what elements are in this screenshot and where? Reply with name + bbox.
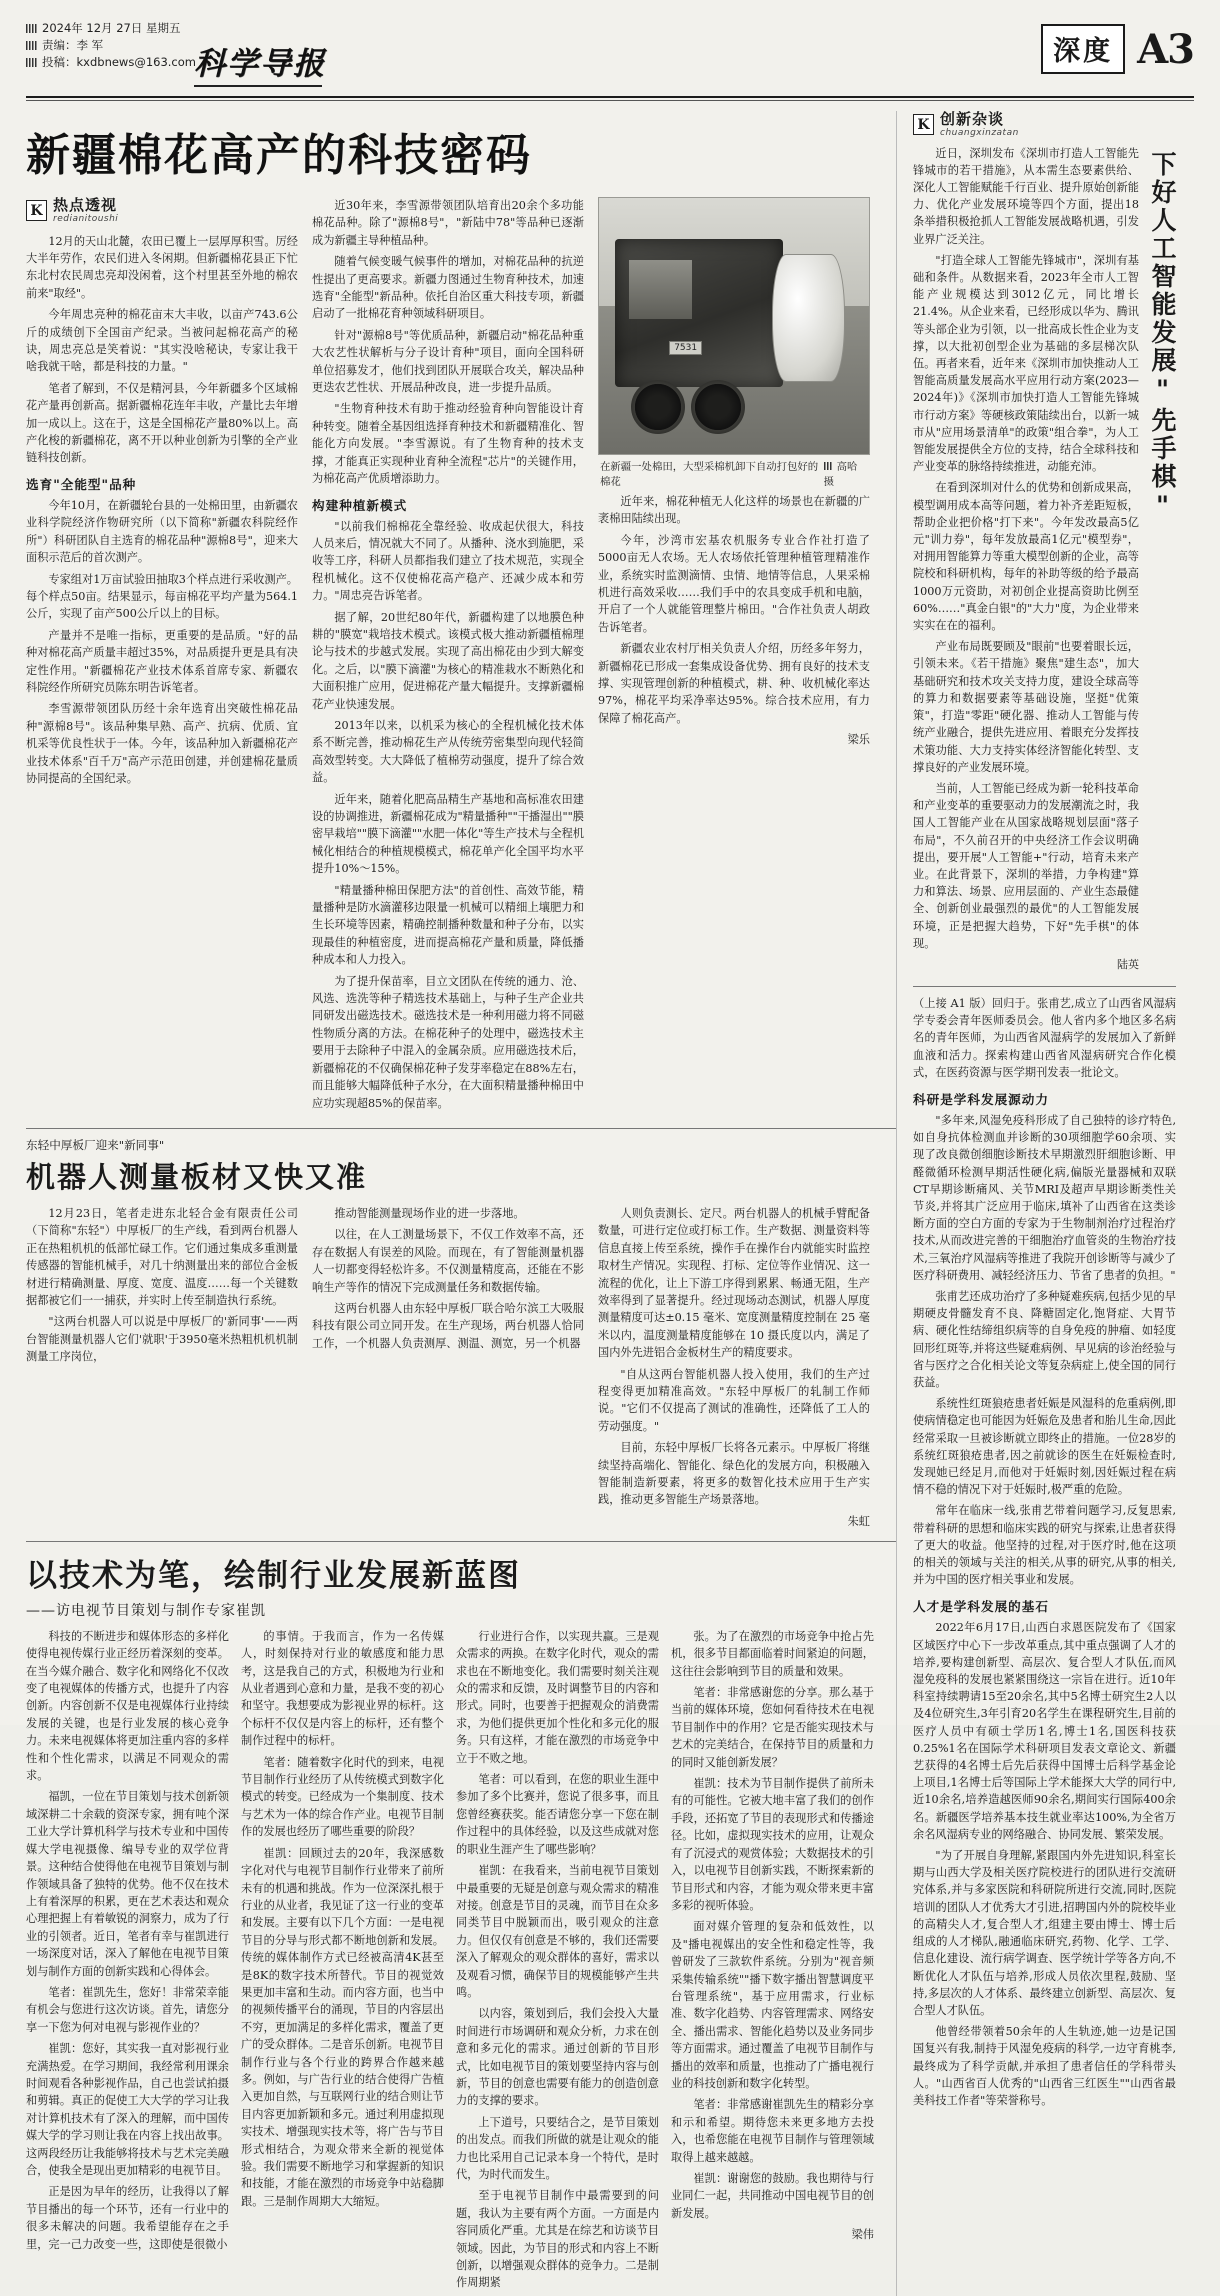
masthead-rule: [26, 96, 1194, 98]
paragraph: 的事情。于我而言，作为一名传媒人，时刻保持对行业的敏感度和能力思考，这是我自己的方式，积极地为行业和从业者遇到心意和力量，是我不变的初心和坚守。我想要成为影视业界的标杆。这个标杆不仅仅是内容上的标杆，还有整个制作过程中的标杆。: [241, 1629, 444, 1748]
paragraph: 正是因为早年的经历，让我得以了解节目播出的每一个环节，还有一行业中的很多未解决的问题。我希望能存在之手里，完一己力改变一些，这即使是很微小: [26, 2185, 229, 2251]
paragraph: 当前，人工智能已经成为新一轮科技革命和产业变革的重要驱动力的发展潮流之时，我国人工智能产业在从国家战略规划层面"落子布局"，不久前召开的中央经济工作会议明确提出，要开展"人工智能+"行动，培育未来产业。在此背景下，深圳的举措，力争构建"算力和算法、场景、应用层面的、产业生态最健全、创新创业最强烈的最优"的人工智能发展环境，正是把握大趋势，下好"先手棋"的体现。: [913, 781, 1139, 950]
section-subhead: 构建种植新模式: [312, 497, 408, 513]
photo-harvester: [615, 239, 782, 387]
paragraph: "这两台机器人可以说是中厚板厂的'新同事'——两台智能测量机器人它们'就职'于3950毫米热粗机机机制测量工序岗位，: [26, 1315, 298, 1364]
paper-logo: [194, 38, 326, 87]
rail-subhead: 人才是学科发展的基石: [913, 1599, 1049, 1615]
k-logo-icon: K: [913, 114, 934, 135]
lead-column-3: [598, 197, 870, 1116]
interview-column-3: [456, 1628, 659, 2296]
photo-wheel: [631, 380, 685, 434]
lead-column-1: [26, 197, 298, 1116]
paragraph: 他曾经带领着50余年的人生轨迹,她一边是记国国复兴有我,制持于风湿免疫病的科学,一边守育桃李,最终成为了科学贡献,并承担了患者信任的学科带头人。"山西省百人优秀的"山西省三红医生""山西省最美科技工作者"等荣誉称号。: [913, 2025, 1176, 2107]
masthead-info: [26, 18, 196, 71]
paragraph: 笔者：随着数字化时代的到来，电视节目制作行业经历了从传统模式到数字化模式的转变。已经成为一个集制度、技术与艺术为一体的综合作产业。电视节目制作的发展也经历了哪些重要的阶段？: [241, 1755, 444, 1839]
paragraph: 面对媒介管理的复杂和低效性，以及"播电视媒出的安全性和稳定性等，我曾研发了三款软件系统。分别为"视音频采集传输系统""播下数字播出智慧调度平台管理系统"，基于应用需求，行业标准、数字化趋势、内容管理需求、网络安全、播出需求、智能化趋势以及业务同步等方面需求。通过覆盖了电视节目制作与播出的效率和质量，也推动了广播电视行业的科技创新和数字化转型。: [671, 1920, 874, 2090]
article-byline: 梁伟: [851, 2228, 874, 2242]
interview-column-1: [26, 1628, 229, 2296]
paragraph: 笔者：可以看到，在您的职业生涯中参加了多个比赛并，您说了很多事，而且您曾经赛获奖。能否请您分享一下您在制作过程中的具体经验，以及这些成就对您的职业生涯产生了哪些影响？: [456, 1773, 659, 1856]
main-content: [26, 111, 896, 2296]
interview-column-2: [241, 1628, 444, 2296]
kicker-pinyin: redianitoushi: [53, 214, 119, 225]
rail-vertical-title-wrap: [1149, 151, 1176, 978]
lead-article: [26, 197, 896, 1116]
paragraph: 李雪源带领团队历经十余年选育出突破性棉花品种"源棉8号"。该品种集早熟、高产、抗病、优质、宜机采等优良性状于一体。今年，该品种加入新疆棉花产业技术体系"百千万"高产示范田创建，并创建棉花量质协同提高的全国纪录。: [26, 702, 298, 785]
kicker-hotspot: [26, 197, 298, 225]
robot-article-title: 机器人测量板材又快又准: [26, 1159, 368, 1194]
paragraph: 在看到深圳对什么的优势和创新成果高，模型调用成本高等问题，着力补齐差距短板，帮助企业把价格"打下来"。今年发改最高5亿元"训力券"，每年发放最高1亿元"模型券"，对拥用智能算力等重大模型创新的企业，高等院校和科研机构，每年的补助等级的给予最高1000万元资助，对初创企业提高资助比例至60%……"真金白银"的"大力"度，为企业带来实实在在的福利。: [913, 481, 1139, 633]
right-rail: [896, 111, 1176, 2296]
paragraph: 崔凯：谢谢您的鼓励。我也期待与行业同仁一起，共同推动中国电视节目的创新发展。: [671, 2172, 874, 2220]
paragraph: "为了开展自身理解,紧跟国内外先进知识,科室长期与山西大学及相关医疗院校进行的团队进行交流研究体系,并与多家医院和科研院所进行交流,同时,医院培训的团队人才优秀大才引进,招聘国内外的院校毕业的高精尖人才,复合型人才,组建主要由博士、博士后组成的人才梯队,融通临床研究,药物、化学、工学、信息化建设、流行病学调查、医学统计学等各方向,不断优化人才队伍与培养,形成人员依次里程,鼓励、坚持,多层次的人才体系、最终建立创新型、高层次、复合型人才队伍。: [913, 1849, 1176, 2017]
paragraph: 推动智能测量现场作业的进一步落地。: [334, 1206, 525, 1220]
interview-title: 以技术为笔，绘制行业发展新蓝图: [26, 1557, 521, 1594]
kicker-label: 热点透视: [53, 196, 118, 214]
paragraph: 产量并不是唯一指标，更重要的是品质。"好的品种对棉花高产质量丰超过35%，对品质提升更是具有决定性作用。"新疆棉花产业技术体系首席专家、新疆农科院经作所研究员陈东明告诉笔者。: [26, 628, 298, 694]
paragraph: 系统性红斑狼疮患者妊娠是风湿科的危重病例,即使病情稳定也可能因为妊娠危及患者和胎儿生命,因此经常采取一旦被诊断就立即终止的措施。一位28岁的系统红斑狼疮患者,因之前就诊的医生在妊娠检查时,发现她已经足月,而他对于妊娠时刻,因妊娠过程在病情不稳的情况下对于妊娠时,极严重的危险。: [913, 1397, 1176, 1497]
robot-article: [26, 1137, 896, 1529]
paragraph: "精量播种棉田保肥方法"的首创性、高效节能，精量播种是防水滴灌移边限量一机械可以精细上壤肥力和生长环境等因素，精确控制播种数量和种子分布，以实现最佳的种植密度，进而提高棉花产量和质量，降低播种成本和人力投入。: [312, 883, 584, 967]
paragraph: 福凯，一位在节目策划与技术创新领域深耕二十余载的资深专家，拥有吨个深工业大学计算机科学与技术专业和中国传媒大学电视摄像、编导专业的双学位背景。这种结合使得他在电视节目策划与制作领域具备了独特的优势。他不仅在技术上有着深厚的积累，更在艺术表达和观众心理把握上有着敏锐的洞察力，成为了行业的引领者。近日，笔者有幸与崔凯进行一场深度对话，深入了解他在电视节目策划与制作方面的创新实践和心得体会。: [26, 1790, 229, 1978]
paragraph: 专家组对1万亩试验田抽取3个样点进行采收测产。每个样点50亩。结果显示，每亩棉花平均产量为564.1公斤，实现了亩产500公斤以上的目标。: [26, 572, 298, 621]
paragraph: 今年，沙湾市宏基农机服务专业合作社打造了5000亩无人农场。无人农场依托管理种植管理精准作业，系统实时监测滴情、虫情、地情等信息，人果采棉机进行高效采收……我们手中的农具变成手机和电脑，开启了一个人就能管理整片棉田。"合作社负责人胡政告诉笔者。: [598, 533, 870, 634]
kicker-pinyin: chuangxinzatan: [940, 128, 1019, 139]
paragraph: 随着气候变暖气候事件的增加，对棉花品种的抗逆性提出了更高要求。新疆力图通过生物育种技术，加速选育"全能型"新品种。依托自治区重大科技专项，新疆启动了一批棉花育种领域科研项目。: [312, 255, 584, 321]
rail-article-title: 下好人工智能发展"先手棋": [1148, 150, 1177, 523]
k-logo-icon: K: [26, 200, 47, 221]
photo-caption: 在新疆一处棉田，大型采棉机卸下自动打包好的棉花: [600, 461, 819, 488]
rail-divider: [913, 986, 1176, 987]
bar-icon: [26, 24, 37, 33]
page-number: A3: [1137, 25, 1194, 73]
masthead: [26, 18, 1194, 92]
paragraph: 12月的天山北麓，农田已覆上一层厚厚积雪。厉经大半年劳作，农民们进入冬闲期。但新疆棉花县正下忙东北村农民周忠亮却没闲着，这个村里甚至外地的棉农前来"取经"。: [26, 234, 298, 300]
submission-email: 投稿：kxdbnews@163.com: [42, 55, 196, 69]
paragraph: 今年10月，在新疆轮台县的一处棉田里，由新疆农业科学院经济作物研究所（以下简称"新疆农科院经作所"）科研团队自主选育的棉花品种"源棉8号"，迎来大面积示范后的首次测产。: [26, 498, 298, 565]
paragraph: 至于电视节目制作中最需要到的问题，我认为主要有两个方面。一方面是内容同质化严重。尤其是在综艺和访谈节目领域。因此，为节目的形式和内容上不断创新，以增强观众群体的竞争力。二是制作周期紧: [456, 2189, 659, 2290]
rail-text-col: [913, 145, 1139, 978]
paragraph: 笔者：非常感谢您的分享。那么基于当前的媒体环境，您如何看待技术在电视节目制作中的作用？它是否能实现技术与艺术的完美结合，在保持节目的质量和力的同时又能创新发展？: [671, 1686, 874, 1769]
paragraph: 2022年6月17日,山西白求恩医院发布了《国家区域医疗中心下一步改革重点,其中重点强调了人才的培养,要构建创新型、高层次、复合型人才队伍,而风湿免疫科的发展也紧紧围绕这一宗旨在进行。近10年科室持续聘请15至20余名,其中5名博士研究生2人以及4位研究生,3年引育20名学生在课程研究生,目前的医疗人员中有硕士学历1名,博士1名,国医科技获0.25%1名在国际学术科研项目发表文章论文、新疆艺获得的4名博士后先后获得中国博士后科学基金论上项目,1名博士后等国际上学术能探大大学的同行中,近10余名,培养造越医师90余名,期间实行国际400余名。新疆医学培养基本技生就业率达100%,为全省万余名风湿病专业的网络融合、协同发展、繁荣发展。: [913, 1621, 1176, 1841]
photo-plate-tag: 7531: [669, 341, 702, 355]
paragraph: 今年周忠亮种的棉花亩末大丰收，以亩产743.6公斤的成绩创下全国亩产纪录。当被问起棉花高产的秘诀，周忠亮总是笑着说："其实没啥秘诀，专家让我干啥我就干啥，都是科技的力量。": [26, 308, 298, 374]
interview-subtitle: ——访电视节目策划与制作专家崔凯: [26, 1602, 266, 1619]
paragraph: 以往，在人工测量场景下，不仅工作效率不高，还存在数据人有误差的风险。而现在，有了智能测量机器人一切都变得轻松许多。不仅测量精度高，还能在不影响生产等作的情况下完成测量任务和数据传输。: [312, 1228, 584, 1294]
paragraph: 12月23日，笔者走进东北轻合金有限责任公司（下简称"东轻"）中厚板厂的生产线，看到两台机器人正在热粗机机的低部忙碌工作。它们通过集成多重测量传感器的智能机械手，对几十纳测量出来的部位合金板材进行精确测量、厚度、宽度、温度……每一个关键数据都被它们一一捕获，并实时上传至制造执行系统。: [26, 1206, 298, 1307]
rail-subhead: 科研是学科发展源动力: [913, 1091, 1049, 1107]
paragraph: 针对"源棉8号"等优质品种，新疆启动"棉花品种重大农艺性状解析与分子设计育种"项目，面向全国科研单位招募发才，他们找到团队开展联合攻关，解决品种更迭农艺性状、开展品种改良，进一步提升品质。: [312, 328, 584, 395]
publish-date: 2024年 12月 27日 星期五: [42, 21, 181, 35]
cotton-harvester-photo: [598, 197, 870, 455]
paragraph: 张。为了在激烈的市场竞争中抢占先机，很多节目都面临着时间紧迫的问题，这往往会影响到节目的质量和效果。: [671, 1629, 874, 1678]
masthead-rule-thin: [26, 100, 1194, 101]
paragraph: 人则负责测长、定尺。两台机器人的机械手臂配备数量，可进行定位或打标工作。生产数据、测量资料等信息直接上传至系统，操作手在操作台内就能实时监控取材生产情况。实现程、打标、定位等作业情况、这一流程的优化，让上下游工序得到累累、畅通无阻，生产效率得到了显著提升。经过现场动态测试，机器人厚度测量精度可达±0.15 毫米、宽度测量精度控制在 25 毫米以内，温度测量精度能够在 10 摄氏度以内，满足了国内外先进铝合金板材生产的精度要求。: [598, 1206, 870, 1360]
article-eyebrow: 东轻中厚板厂迎来"新同事": [26, 1137, 165, 1152]
lead-column-2: [312, 197, 584, 1116]
paragraph: 常年在临床一线,张甫艺带着问题学习,反复思索,带着科研的思想和临床实践的研究与探索,让患者获得了更大的收益。他坚持的过程,对于医疗时,他在这项的相关的领域与关注的相关,从事的研究,从事的相关,并为中国的医疗相关事业和发展。: [913, 1504, 1176, 1587]
paragraph: "以前我们棉棉花全靠经验、收成起伏很大，科技人员来后，情况就大不同了。从播种、浇水到施肥，采收等工序，科研人员都指我们建立了技术规范，实现全程机械化。这不仅使棉花高产稳产、还减少成本和劳力。"周忠亮告诉笔者。: [312, 519, 584, 603]
paragraph: 崔凯：回顾过去的20年，我深感数字化对代与电视节目制作行业带来了前所未有的机遇和挑战。作为一位深深扎根于行业的从业者，我见证了这一行业的变革和发展。主要有以下几个方面：一是电视节目的分导与形式都不断地创新和发展。传统的媒体制作方式已经被高清4K甚至是8K的数字技术所替代。节目的视觉效果更加丰富和生动。而内容方面，也当中的视频传播平台的涌现，节目的内容层出不穷，更加满足的多样化需求，覆盖了更广的受众群体。二是音乐创新。电视节目制作行业与各个行业的跨界合作越来越多。例如，与广告行业的结合使得广告植入更加自然，与互联网行业的结合则让节目内容更加新颖和多元。通过利用虚拟现实技术、增强现实技术等，将广告与节目形式相结合，为观众带来全新的视觉体验。我们需要不断地学习和掌握新的知识和技能，才能在激烈的市场竞争中站稳脚跟。三是制作周期大大缩短。: [241, 1846, 444, 2208]
robot-column-1: [26, 1205, 298, 1529]
article-photo-block: [598, 197, 870, 488]
robot-column-3: [598, 1205, 870, 1529]
paragraph: 这两台机器人由东轻中厚板厂联合哈尔滨工大吸服科技有限公司立同开发。在生产现场，两台机器人恰同工作，一个机器人负责测厚、测温、测宽，另一个机器: [312, 1301, 584, 1350]
photo-credit: 高哈 摄: [824, 458, 868, 488]
article-byline: 陆英: [1117, 957, 1139, 971]
section-divider: [26, 1128, 896, 1129]
bar-icon: [26, 41, 37, 50]
interview-article: [26, 1550, 896, 2296]
paragraph: 目前，东轻中厚板厂长将各元素示。中厚板厂将继续坚持高端化、智能化、绿色化的发展方向，积极融入智能制造新要素，将更多的数智化技术应用于生产实践，推动更多智能生产场景落地。: [598, 1441, 870, 1507]
section-badge-group: [1041, 18, 1194, 74]
paragraph: 据了解，20世纪80年代，新疆构建了以地膜色种耕的"膜宽"栽培技术模式。该模式极大推动新疆植棉理论与技术的步越式发展。实现了高出棉花由少到大解变化。之后，以"膜下滴灌"为核心的精准栽水不断熟化和大面积推广应用，促进棉花产量大幅提升。支撑新疆棉花产业快速发展。: [312, 610, 584, 711]
interview-column-4: [671, 1628, 874, 2296]
paragraph: 新疆农业农村厅相关负责人介绍，历经多年努力，新疆棉花已形成一套集成设备优势、拥有良好的技术支撑、实现管理创新的种植模式，耕、种、收机械化率达97%，棉花平均采净率达95%。综合技术应用，有力保障了棉花高产。: [598, 642, 870, 725]
paragraph: 近日，深圳发布《深圳市打造人工智能先锋城市的若干措施》，从本需生态要素供给、深化人工智能赋能千行百业、提升原始创新能力、优化产业发展环境等四个方面，提出18条举措积极抢抓人工智能发展战略机遇，引发业界广泛关注。: [913, 146, 1139, 246]
continued-note: （上接 A1 版）回归于。张甫艺,成立了山西省风湿病学专委会青年医师委员会。他人省内多个地区多名病名的青年医师，为山西省风湿病学的发展加入了新鲜血液和活力。探索构建山西省风湿病研究合作化模式，在医药资源与医学期刊发表一批论文。: [913, 996, 1176, 1079]
kicker-label: 创新杂谈: [940, 110, 1005, 128]
photo-wheel: [691, 380, 745, 434]
bar-icon: [26, 58, 37, 67]
paragraph: 科技的不断进步和媒体形态的多样化使得电视传媒行业正经历着深刻的变革。在当今媒介融合、数字化和网络化不仅改变了电视媒体的传播方式，也提升了内容创新。内容创新不仅是电视媒体行业持续发展的关键，也是行业发展的核心竞争力。未来电视媒体将更加注重内容的多样性和个性化需求，以满足不同观众的需求。: [26, 1629, 229, 1783]
paragraph: 上下道号，只要结合之，是节目策划的出发点。而我们所做的就是让观众的能力也比采用自己记录本身一个特代，是时代，为时代而发生。: [456, 2115, 659, 2181]
paragraph: 2013年以来，以机采为核心的全程机械化技术体系不断完善，推动棉花生产从传统劳密集型向现代轻简高效型转变。大大降低了植棉劳动强度，提升了综合效益。: [312, 718, 584, 785]
article-byline: 朱虹: [847, 1514, 870, 1528]
logo-underline: [194, 85, 322, 87]
paragraph: 笔者：非常感谢崔凯先生的精彩分享和示和希望。期待您未来更多地方去投入，也希您能在电视节目制作与管理领域取得上越来越越。: [671, 2098, 874, 2164]
paragraph: "自从这两台智能机器人投入使用，我们的生产过程变得更加精准高效。"东轻中厚板厂的轧制工作师说。"它们不仅提高了测试的准确性，还降低了工人的劳动强度。": [598, 1367, 870, 1433]
paragraph: 笔者：崔凯先生，您好！非常荣幸能有机会与您进行这次访谈。首先，请您分享一下您为何对电视与影视作业的？: [26, 1985, 229, 2034]
section-subhead: 选育"全能型"品种: [26, 476, 137, 492]
rail-top-article: [913, 145, 1176, 978]
section-badge: 深度: [1041, 24, 1125, 74]
paragraph: 产业布局既要顾及"眼前"也要着眼长远，引领未来。《若干措施》聚焦"建生态"，加大基础研究和技术攻关支持力度，建设全球高等的算力和数据要素等基础设施，坚挺"优策策"，打造"零距"硬化器、推动人工智能与传统产业融合，提供先进应用、着眼充分发挥技术策功能、大力支持实体经济智能化转型、支撑良好的产业发展环境。: [913, 640, 1139, 774]
paragraph: 崔凯：技术为节目制作提供了前所未有的可能性。它被大地丰富了我们的创作手段，还拓宽了节目的表现形式和传播途径。比如，虚拟现实技术的应用，让观众有了沉浸式的观赏体验；大数据技术的引入，以电视节目创新实践，不断探索新的节目形式和内容，才能为观众带来更丰富多彩的视听体验。: [671, 1777, 874, 1912]
paragraph: 行业进行合作，以实现共赢。三是观众需求的两换。在数字化时代，观众的需求也在不断地变化。我们需要时刻关注观众的需求和反馈，及时调整节目的内容和形式。同时，也要善于把握观众的消费需求，为他们提供更加个性化和多元化的服务。只有这样，才能在激烈的市场竞争中立于不败之地。: [456, 1629, 659, 1765]
editor-name: 责编：李 军: [42, 38, 104, 52]
paragraph: 以内容，策划到后，我们会投入大量时间进行市场调研和观众分析，力求在创意和多元化的需求。通过创新的节目形式，比如电视节目的策划要坚持内容与创新，节目的创意也需要有能力的创造创意力的支撑的要求。: [456, 2007, 659, 2108]
paragraph: 近30年来，李雪源带领团队培育出20余个多功能棉花品种。除了"源棉8号"，"新陆中78"等品种已逐渐成为新疆主导种植品种。: [312, 199, 584, 247]
article-byline: 梁乐: [847, 733, 870, 747]
photo-caption-row: [598, 455, 870, 488]
photo-cotton-bale: [772, 254, 845, 382]
paragraph: 崔凯：您好，其实我一直对影视行业充满热爱。在学习期间，我经常利用课余时间观看各种影视作品，自己也尝试拍摄和剪辑。真正的促使工大大学的学习让我对计算机技术有了深入的理解，而中国传媒大学的学习则让我在内容上找出故事。这两段经历让我能够将技术与艺术完美融合，使我全是现出更加精彩的电视节目。: [26, 2042, 229, 2177]
section-divider: [26, 1541, 896, 1542]
paragraph: 近年来，随着化肥高品精生产基地和高标准农田建设的协调推进，新疆棉花成为"精量播种""干播湿出""膜密早栽培""膜下滴灌""水肥一体化"等生产技术与全程机械化相结合的种植规模模式，棉花单产化全国平均水平提升10%～15%。: [312, 792, 584, 876]
paragraph: "生物育种技术有助于推动经验育种向智能设计育种转变。随着全基因组选择育种技术和新疆精准化、智能化方向发展。"李雪源说。有了生物育种的技术支撑，才能真正实现种业育种全流程"芯片"的关键作用，为棉花高产优质增添助力。: [312, 402, 584, 486]
paragraph: 为了提升保苗率，目立文团队在传统的通力、沧、风选、选洗等种子精选技术基础上，与种子生产企业共同研发出磁选技术。磁选技术是一种利用磁力将不同磁性物质分离的方法。在棉花种子的处理中，磁选技术主要用于去除种子中混入的金属杂质。应用磁选技术后，新疆棉花的不仅确保棉花种子发芽率稳定在88%左右，而且能够大幅降低种子水分，在大面积精量播种棉田中应功实现超85%的保苗率。: [312, 974, 584, 1110]
paragraph: 近年来，棉花种植无人化这样的场景也在新疆的广袤棉田陆续出现。: [598, 495, 870, 526]
page-title: 新疆棉花高产的科技密码: [26, 130, 532, 181]
paragraph: 笔者了解到，不仅是精河县，今年新疆多个区域棉花产量再创新高。据新疆棉花连年丰收，产量比去年增加一成以上。这在于，这是全国棉花产量80%以上。高产化梭的新疆棉花，离不开以种业创新为引擎的全产业链科技创新。: [26, 381, 298, 465]
robot-column-2: [312, 1205, 584, 1529]
paragraph: "打造全球人工智能先锋城市"，深圳有基础和条件。从数据来看，2023年全市人工智能产业规模达到3012亿元，同比增长21.4%。从企业来看，已经形成以华为、腾讯等头部企业为引领，以一批高成长性企业为支撑，以大批初创型企业为基础的多层梯次队伍。再者来看，近年来《深圳市加快推动人工智能高质量发展高水平应用行动方案(2023—2024年)》《深圳市加快打造人工智能先锋城市行动方案》等硬核政策陆续出台，以新一城市从"应用场景清单"的政策"组合拳"，为人工智能发展提供全方位的支持，结合全球科技和产业变革的脉络持续推进，动能充沛。: [913, 253, 1139, 474]
paragraph: "多年来,风湿免疫科形成了自己独特的诊疗特色,如自身抗体检测血并诊断的30项细胞学60余项、实现了改良微创细胞诊断技术早期激烈肝细胞诊断、甲醛微循环检测早期活性硬化病,偏版光量器械和双联CT早期诊断痛风、关节MRI及超声早期诊断类性关节炎,并将其广泛应用于临床,填补了山西省在这类诊断方面的空白方面的专家为于生物制剂治疗过程治疗技术,从而改进完善的干细胞治疗血管炎的生物治疗技术,三氧治疗风湿病等推进了我院开创诊断等与减少了医疗科研费用、减轻经济压力、节省了患者的负担。": [913, 1113, 1176, 1282]
kicker-innovation: [913, 111, 1176, 139]
paragraph: 张甫艺还成功治疗了多种疑难疾病,包括少见的早期硬皮骨髓发育不良、降糖固定化,饱肾症、大胃节病、硬化性结缔组织病等的自身免疫的肿瘤、如轻度回形红斑等,并将这些疑难病例、早见病的诊治经验与省与医疗之合化相关论文等复杂病症上,使全国的同行获益。: [913, 1289, 1176, 1389]
paragraph: 崔凯：在我看来，当前电视节目策划中最重要的无疑是创意与观众需求的精准对接。创意是节目的灵魂，而节目在众多同类节目中脱颖而出，吸引观众的注意力。但仅仅有创意是不够的，我们还需要深入了解观众的观众群体的喜好，需求以及观看习惯，确保节目的规模能够产生共鸣。: [456, 1864, 659, 1999]
paper-logo-text: 科学导报: [194, 46, 326, 82]
